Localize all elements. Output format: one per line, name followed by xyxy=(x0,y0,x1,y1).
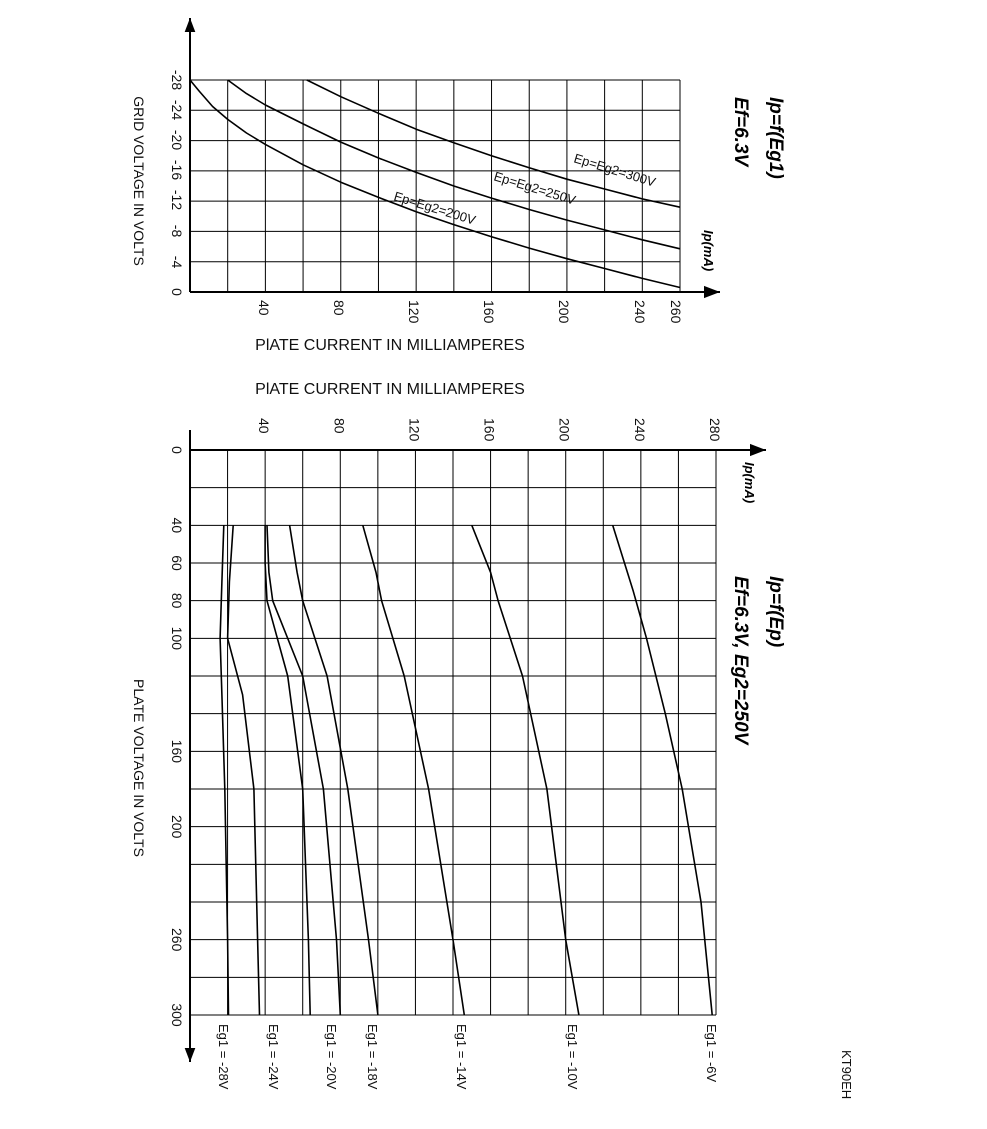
chart-title: Ip=f(Ep) xyxy=(765,576,786,648)
y-tick-label: -28 xyxy=(169,69,185,91)
axis-grid-voltage-head xyxy=(185,18,196,32)
chart-subtitle: Ef=6.3V xyxy=(730,97,751,167)
y-tick-label: 40 xyxy=(169,517,185,534)
x-tick-label: 120 xyxy=(406,300,422,324)
figure-code: KT90EH xyxy=(839,1050,854,1100)
x-unit-label: Ip(mA) xyxy=(742,462,757,504)
series-line-eg1-6v xyxy=(613,525,713,1015)
series-line-ep-eg2-200v xyxy=(190,80,680,288)
x-axis-label: PlATE CURRENT IN MILLIAMPERES xyxy=(255,381,525,398)
axis-plate-voltage-head xyxy=(185,1048,196,1062)
series-line-eg1-28v xyxy=(228,525,260,1015)
y-tick-label: -12 xyxy=(169,189,185,211)
plate-characteristic-chart xyxy=(131,381,786,1090)
x-tick-label: 80 xyxy=(331,418,348,434)
series-label: Ep=Eg2=300V xyxy=(572,150,658,190)
transfer-characteristic-chart xyxy=(131,18,786,354)
y-tick-label: 60 xyxy=(169,555,185,571)
chart-subtitle: Ef=6.3V, Eg2=250V xyxy=(730,576,751,745)
x-tick-label: 240 xyxy=(631,418,648,442)
series-line-ep-eg2-300v xyxy=(307,80,680,207)
y-tick-label: 0 xyxy=(169,446,185,454)
y-tick-label: -24 xyxy=(169,99,185,121)
curve-label-eg1-14v: Eg1 = -14V xyxy=(454,1024,469,1090)
series-label: Ep=Eg2=200V xyxy=(392,188,478,228)
series-line-eg1-20v xyxy=(267,525,340,1015)
x-tick-label: 200 xyxy=(556,418,573,442)
axis-plate-current-head xyxy=(704,286,720,298)
y-tick-label: 200 xyxy=(169,814,185,839)
x-tick-label: 160 xyxy=(481,418,498,442)
x-tick-label: 200 xyxy=(556,300,572,324)
y-tick-label: -4 xyxy=(169,255,185,269)
y-tick-label: 80 xyxy=(169,592,185,609)
y-tick-label: 100 xyxy=(169,626,185,651)
y-axis-label: PLATE VOLTAGE IN VOLTS xyxy=(131,679,147,857)
y-tick-label: -20 xyxy=(169,129,185,151)
x-tick-label: 120 xyxy=(406,418,423,442)
x-axis-label: PlATE CURRENT IN MILLIAMPERES xyxy=(255,337,525,354)
y-axis-label: GRID VOLTAGE IN VOLTS xyxy=(131,96,147,266)
x-tick-label: 260 xyxy=(668,300,684,324)
curve-label-eg1-28v: Eg1 = -28V xyxy=(216,1024,231,1090)
curve-label-eg1-20v: Eg1 = -20V xyxy=(324,1024,339,1090)
y-tick-label: -8 xyxy=(169,224,185,238)
y-tick-label: 300 xyxy=(169,1003,185,1027)
y-tick-label: -16 xyxy=(169,159,185,181)
y-tick-label: 0 xyxy=(169,288,185,296)
x-tick-label: 160 xyxy=(481,300,497,324)
x-tick-label: 40 xyxy=(256,418,273,434)
y-tick-label: 260 xyxy=(169,927,185,952)
axis-plate-current-head xyxy=(750,444,766,456)
chart-title: Ip=f(Eg1) xyxy=(765,97,786,179)
x-tick-label: 80 xyxy=(331,300,347,316)
x-tick-label: 280 xyxy=(707,418,723,442)
curve-label-eg1-10v: Eg1 = -10V xyxy=(565,1024,580,1090)
series-line-eg1-10v xyxy=(472,525,579,1015)
curve-label-eg1-6v: Eg1 = -6V xyxy=(704,1024,719,1083)
x-tick-label: 40 xyxy=(256,300,272,316)
curve-label-eg1-18v: Eg1 = -18V xyxy=(365,1024,380,1090)
x-unit-label: Ip(mA) xyxy=(701,230,716,272)
y-tick-label: 160 xyxy=(169,739,185,764)
curve-label-eg1-24v: Eg1 = -24V xyxy=(266,1024,281,1090)
x-tick-label: 240 xyxy=(632,300,648,324)
series-label: Ep=Eg2=250V xyxy=(492,168,578,208)
